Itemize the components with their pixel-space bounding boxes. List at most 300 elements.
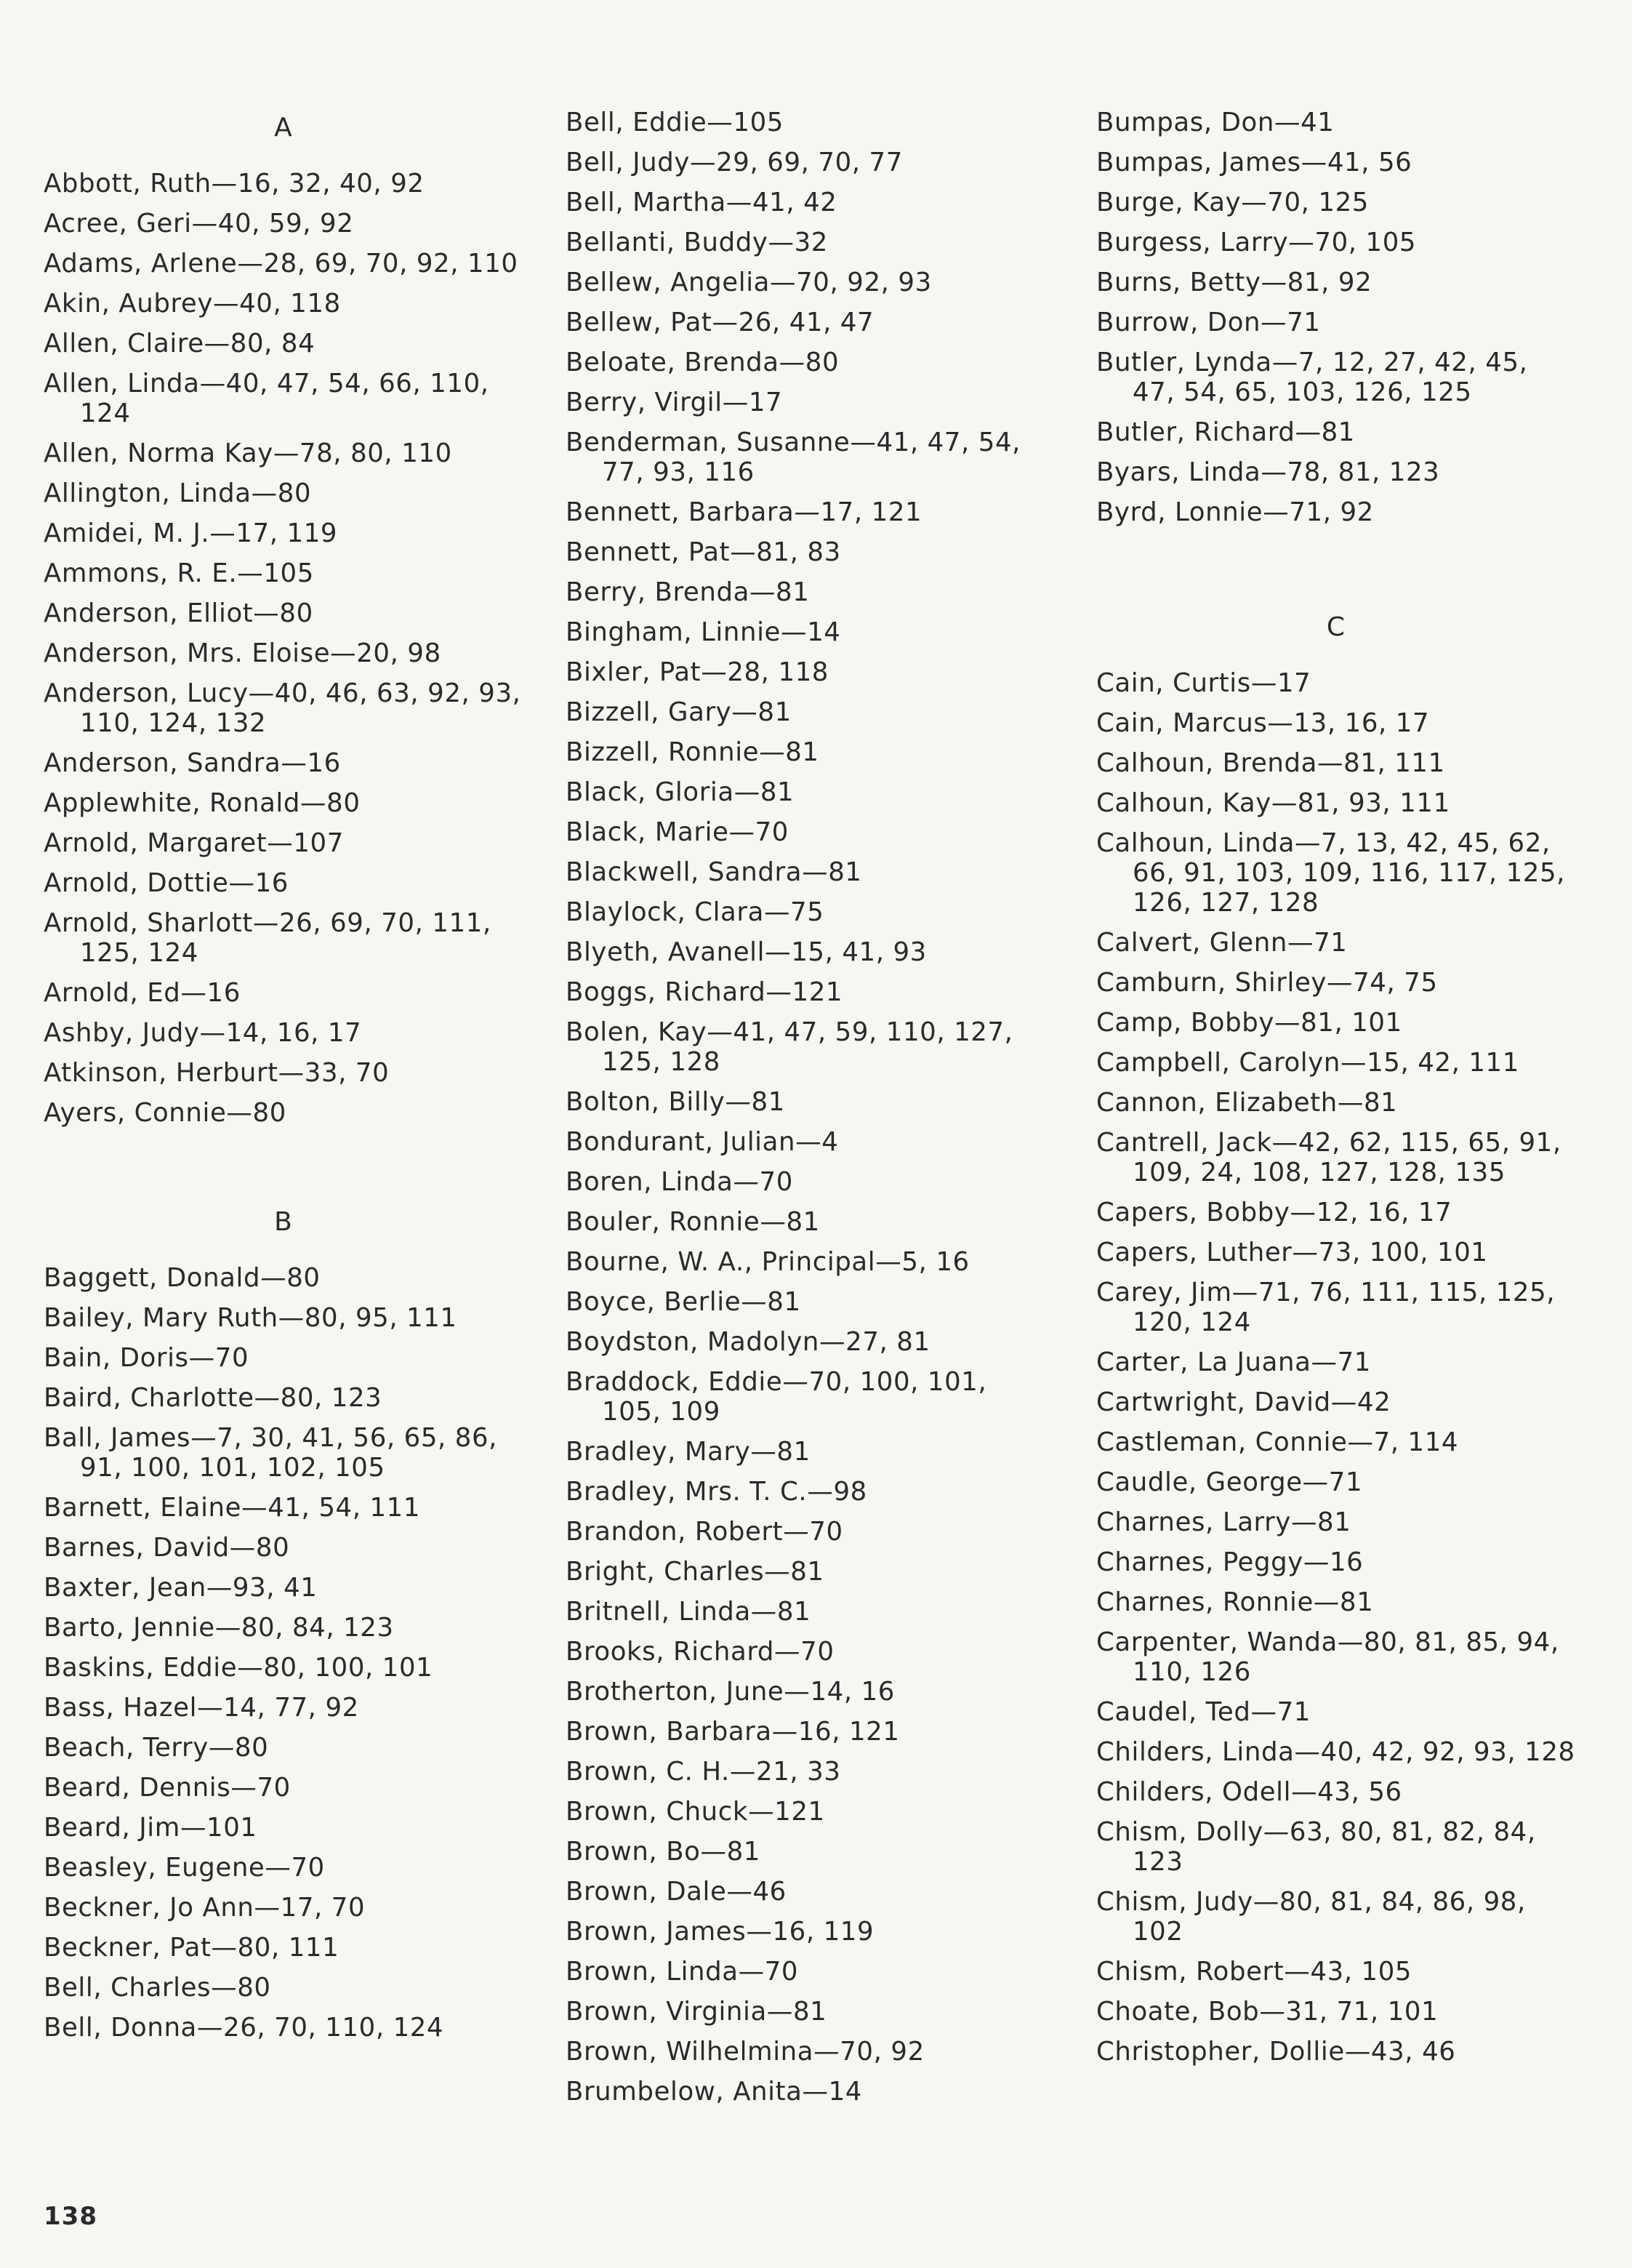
entry-pages: 81: [790, 1557, 824, 1587]
entry-pages: 70: [755, 817, 789, 847]
entry-pages: 71: [1287, 308, 1321, 337]
entry-pages: 71: [1328, 1467, 1363, 1497]
entry-pages: 16, 32, 40, 92: [237, 169, 425, 199]
index-entry: Christopher, Dollie—43, 46: [1096, 2037, 1456, 2067]
entry-name: Charnes, Ronnie: [1096, 1587, 1314, 1617]
index-entry: Burrow, Don—71: [1096, 308, 1321, 337]
index-entry: Chism, Dolly—63, 80, 81, 82, 84, 123: [1096, 1817, 1536, 1877]
entry-name: Bolton, Billy: [566, 1087, 725, 1117]
entry-name: Childers, Linda: [1096, 1737, 1295, 1767]
entry-pages: 81: [767, 1287, 801, 1317]
index-entry: Byars, Linda—78, 81, 123: [1096, 457, 1440, 487]
entry-pages: 81: [776, 1437, 811, 1467]
entry-pages: 74, 75: [1353, 968, 1438, 998]
entry-pages: 27, 81: [845, 1327, 930, 1357]
index-entry: Baggett, Donald—80: [44, 1263, 321, 1293]
entry-name: Braddock, Eddie: [566, 1367, 783, 1397]
index-entry: Bennett, Barbara—17, 121: [566, 497, 922, 527]
index-entry: Brown, James—16, 119: [566, 1917, 875, 1947]
entry-name: Black, Marie: [566, 817, 729, 847]
index-column-1: [44, 109, 523, 2053]
entry-name: Calvert, Glenn: [1096, 928, 1287, 958]
entry-name: Ammons, R. E.: [44, 558, 238, 588]
entry-name: Carter, La Juana: [1096, 1347, 1311, 1377]
index-entry: Carpenter, Wanda—80, 81, 85, 94, 110, 126: [1096, 1627, 1559, 1687]
index-entry: Anderson, Lucy—40, 46, 63, 92, 93, 110, 124, 132: [44, 678, 521, 738]
index-entry: Burgess, Larry—70, 105: [1096, 228, 1417, 257]
entry-pages: 81: [1321, 417, 1355, 447]
index-entry: Beard, Dennis—70: [44, 1773, 291, 1803]
index-entry: Baird, Charlotte—80, 123: [44, 1383, 382, 1413]
entry-name: Ayers, Connie: [44, 1098, 227, 1128]
index-entry: Bumpas, Don—41: [1096, 108, 1335, 137]
entry-pages: 80: [286, 1263, 321, 1293]
entry-name: Bain, Doris: [44, 1343, 189, 1373]
entry-name: Carpenter, Wanda: [1096, 1627, 1338, 1657]
entry-pages: 98: [833, 1477, 867, 1507]
entry-pages: 26, 41, 47: [738, 308, 875, 337]
entry-name: Bingham, Linnie: [566, 617, 781, 647]
entry-pages: 41, 47, 59, 110, 127, 125, 128: [602, 1017, 1013, 1077]
entry-pages: 105: [733, 108, 784, 137]
index-entry: Bright, Charles—81: [566, 1557, 824, 1587]
entry-name: Bixler, Pat: [566, 657, 702, 687]
index-entry: Bouler, Ronnie—81: [566, 1207, 820, 1237]
entry-pages: 71: [1337, 1347, 1371, 1377]
entry-pages: 80, 111: [237, 1933, 339, 1963]
index-entry: Ammons, R. E.—105: [44, 558, 314, 588]
index-entry: Campbell, Carolyn—15, 42, 111: [1096, 1048, 1519, 1078]
entry-name: Boren, Linda: [566, 1167, 733, 1197]
entry-pages: 80: [326, 788, 361, 818]
entry-pages: 80, 84: [230, 329, 315, 358]
index-entry: Brown, Bo—81: [566, 1837, 760, 1867]
entry-name: Bailey, Mary Ruth: [44, 1303, 278, 1333]
entry-name: Atkinson, Herburt: [44, 1058, 278, 1088]
entry-pages: 63, 80, 81, 82, 84, 123: [1133, 1817, 1536, 1877]
index-entry: Applewhite, Ronald—80: [44, 788, 361, 818]
entry-name: Beasley, Eugene: [44, 1853, 265, 1883]
entry-name: Cain, Marcus: [1096, 708, 1268, 738]
index-entry: Britnell, Linda—81: [566, 1597, 811, 1627]
index-entry: Boyce, Berlie—81: [566, 1287, 801, 1317]
entry-pages: 16, 121: [797, 1717, 900, 1747]
index-entry: Blyeth, Avanell—15, 41, 93: [566, 937, 927, 967]
index-entry: Adams, Arlene—28, 69, 70, 92, 110: [44, 249, 518, 279]
index-entry: Byrd, Lonnie—71, 92: [1096, 497, 1374, 527]
entry-pages: 40, 47, 54, 66, 110, 124: [80, 369, 489, 428]
index-entry: Brooks, Richard—70: [566, 1637, 835, 1667]
index-entry: Abbott, Ruth—16, 32, 40, 92: [44, 169, 425, 199]
entry-name: Arnold, Sharlott: [44, 908, 253, 938]
entry-name: Beckner, Jo Ann: [44, 1893, 254, 1923]
index-entry: Bass, Hazel—14, 77, 92: [44, 1693, 359, 1723]
entry-pages: 16, 119: [772, 1917, 875, 1947]
entry-name: Brown, James: [566, 1917, 747, 1947]
index-entry: Bradley, Mary—81: [566, 1437, 811, 1467]
entry-pages: 70: [291, 1853, 325, 1883]
entry-name: Calhoun, Linda: [1096, 828, 1295, 858]
entry-name: Brotherton, June: [566, 1677, 784, 1707]
index-entry: Cain, Curtis—17: [1096, 668, 1311, 698]
index-entry: Charnes, Ronnie—81: [1096, 1587, 1374, 1617]
index-entry: Chism, Judy—80, 81, 84, 86, 98, 102: [1096, 1887, 1526, 1947]
index-entry: Brown, Barbara—16, 121: [566, 1717, 900, 1747]
entry-pages: 70: [800, 1637, 835, 1667]
entry-name: Bouler, Ronnie: [566, 1207, 760, 1237]
index-column-3: [1096, 108, 1576, 2077]
index-entry: Bondurant, Julian—4: [566, 1127, 839, 1157]
entry-pages: 81: [757, 697, 792, 727]
entry-pages: 41, 42: [752, 188, 837, 217]
entry-name: Byars, Linda: [1096, 457, 1261, 487]
entry-pages: 107: [293, 828, 344, 858]
entry-name: Burgess, Larry: [1096, 228, 1289, 257]
entry-name: Blaylock, Clara: [566, 897, 764, 927]
entry-name: Calhoun, Kay: [1096, 788, 1271, 818]
entry-name: Beach, Terry: [44, 1733, 209, 1763]
index-entry: Arnold, Margaret—107: [44, 828, 344, 858]
entry-pages: 70, 92, 93: [796, 268, 932, 297]
entry-pages: 80: [237, 1973, 271, 2003]
entry-name: Bellanti, Buddy: [566, 228, 768, 257]
entry-name: Burns, Betty: [1096, 268, 1261, 297]
entry-name: Bizzell, Ronnie: [566, 737, 760, 767]
entry-name: Butler, Richard: [1096, 417, 1295, 447]
entry-pages: 43, 56: [1317, 1777, 1402, 1807]
entry-name: Brumbelow, Anita: [566, 2077, 803, 2107]
entry-pages: 14, 16: [810, 1677, 895, 1707]
index-entry: Berry, Virgil—17: [566, 388, 783, 417]
entry-pages: 81: [751, 1087, 785, 1117]
entry-pages: 80, 84, 123: [241, 1613, 394, 1643]
index-entry: Beckner, Jo Ann—17, 70: [44, 1893, 366, 1923]
index-entry: Brown, Virginia—81: [566, 1997, 827, 2027]
entry-pages: 80, 95, 111: [304, 1303, 457, 1333]
index-entry: Bell, Judy—29, 69, 70, 77: [566, 148, 903, 177]
index-entry: Camp, Bobby—81, 101: [1096, 1008, 1402, 1038]
entry-name: Acree, Geri: [44, 209, 192, 239]
index-entry: Castleman, Connie—7, 114: [1096, 1427, 1459, 1457]
entry-name: Charnes, Larry: [1096, 1507, 1291, 1537]
entry-pages: 41, 56: [1327, 148, 1412, 177]
entry-pages: 71, 76, 111, 115, 125, 120, 124: [1133, 1278, 1556, 1337]
entry-name: Blackwell, Sandra: [566, 857, 803, 887]
entry-pages: 42: [1356, 1387, 1391, 1417]
entry-name: Barnett, Elaine: [44, 1493, 242, 1523]
index-entry: Bizzell, Ronnie—81: [566, 737, 819, 767]
entry-pages: 81, 93, 111: [1297, 788, 1450, 818]
index-entry: Arnold, Ed—16: [44, 978, 241, 1008]
index-entry: Cartwright, David—42: [1096, 1387, 1391, 1417]
entry-name: Camburn, Shirley: [1096, 968, 1327, 998]
entry-name: Brown, Barbara: [566, 1717, 772, 1747]
entry-pages: 26, 70, 110, 124: [223, 2013, 444, 2043]
entry-pages: 81: [785, 737, 819, 767]
index-entry: Brown, Dale—46: [566, 1877, 787, 1907]
page-number: 138: [44, 2202, 97, 2231]
index-entry: Barto, Jennie—80, 84, 123: [44, 1613, 394, 1643]
index-entry: Capers, Luther—73, 100, 101: [1096, 1238, 1488, 1267]
index-entry: Blackwell, Sandra—81: [566, 857, 862, 887]
entry-pages: 16: [1330, 1547, 1364, 1577]
entry-pages: 80, 100, 101: [263, 1653, 433, 1683]
entry-pages: 80, 81, 84, 86, 98, 102: [1133, 1887, 1526, 1947]
entry-name: Bell, Charles: [44, 1973, 212, 2003]
entry-name: Capers, Luther: [1096, 1238, 1293, 1267]
section-a-entries: [44, 169, 523, 1128]
entry-name: Benderman, Susanne: [566, 428, 851, 457]
entry-name: Bumpas, Don: [1096, 108, 1274, 137]
entry-name: Blyeth, Avanell: [566, 937, 765, 967]
index-entry: Bell, Donna—26, 70, 110, 124: [44, 2013, 444, 2043]
index-entry: Blaylock, Clara—75: [566, 897, 824, 927]
entry-name: Abbott, Ruth: [44, 169, 212, 199]
index-entry: Bell, Charles—80: [44, 1973, 271, 2003]
index-entry: Barnes, David—80: [44, 1533, 290, 1563]
section-b-entries-part-1: [44, 1263, 523, 2043]
index-entry: Childers, Linda—40, 42, 92, 93, 128: [1096, 1737, 1575, 1767]
entry-name: Bell, Judy: [566, 148, 691, 177]
entry-pages: 80: [279, 598, 313, 628]
entry-name: Brown, Linda: [566, 1957, 739, 1987]
entry-pages: 81: [1363, 1088, 1398, 1118]
entry-pages: 80: [252, 1098, 286, 1128]
index-entry: Bennett, Pat—81, 83: [566, 537, 841, 567]
index-entry: Beard, Jim—101: [44, 1813, 257, 1843]
entry-pages: 80: [805, 348, 840, 377]
index-entry: Carey, Jim—71, 76, 111, 115, 125, 120, 124: [1096, 1278, 1556, 1337]
index-entry: Brotherton, June—14, 16: [566, 1677, 895, 1707]
entry-name: Camp, Bobby: [1096, 1008, 1274, 1038]
index-entry: Berry, Brenda—81: [566, 577, 810, 607]
entry-pages: 71, 92: [1289, 497, 1374, 527]
entry-name: Brown, Chuck: [566, 1797, 749, 1827]
entry-pages: 28, 118: [727, 657, 829, 687]
entry-pages: 43, 46: [1370, 2037, 1456, 2067]
entry-name: Arnold, Margaret: [44, 828, 268, 858]
index-entry: Butler, Richard—81: [1096, 417, 1355, 447]
section-b-entries-part-3: [1096, 108, 1576, 527]
section-c-entries: [1096, 668, 1576, 2067]
entry-name: Baxter, Jean: [44, 1573, 206, 1603]
entry-pages: 40, 46, 63, 92, 93, 110, 124, 132: [80, 678, 521, 738]
entry-name: Bright, Charles: [566, 1557, 765, 1587]
index-entry: Barnett, Elaine—41, 54, 111: [44, 1493, 421, 1523]
entry-pages: 71: [1314, 928, 1348, 958]
entry-pages: 81: [828, 857, 862, 887]
index-entry: Braddock, Eddie—70, 100, 101, 105, 109: [566, 1367, 987, 1427]
entry-pages: 70: [257, 1773, 291, 1803]
entry-pages: 28, 69, 70, 92, 110: [263, 249, 518, 279]
entry-pages: 16: [206, 978, 241, 1008]
entry-pages: 121: [792, 977, 843, 1007]
index-entry: Akin, Aubrey—40, 118: [44, 289, 341, 318]
entry-name: Arnold, Dottie: [44, 868, 229, 898]
entry-name: Capers, Bobby: [1096, 1198, 1290, 1227]
entry-pages: 70, 92: [840, 2037, 925, 2067]
entry-name: Bizzell, Gary: [566, 697, 732, 727]
entry-pages: 14, 16, 17: [225, 1018, 362, 1048]
index-entry: Calhoun, Brenda—81, 111: [1096, 748, 1445, 778]
index-entry: Capers, Bobby—12, 16, 17: [1096, 1198, 1452, 1227]
entry-pages: 81: [1317, 1507, 1351, 1537]
entry-pages: 80, 81, 85, 94, 110, 126: [1133, 1627, 1559, 1687]
entry-pages: 5, 16: [901, 1247, 970, 1277]
index-entry: Brumbelow, Anita—14: [566, 2077, 862, 2107]
entry-name: Boydston, Madolyn: [566, 1327, 820, 1357]
entry-name: Campbell, Carolyn: [1096, 1048, 1340, 1078]
entry-pages: 32: [794, 228, 828, 257]
index-entry: Brown, Linda—70: [566, 1957, 799, 1987]
entry-name: Cantrell, Jack: [1096, 1128, 1272, 1158]
entry-name: Bass, Hazel: [44, 1693, 198, 1723]
entry-pages: 17: [748, 388, 783, 417]
entry-name: Cartwright, David: [1096, 1387, 1331, 1417]
index-entry: Chism, Robert—43, 105: [1096, 1957, 1412, 1987]
entry-pages: 80: [255, 1533, 290, 1563]
index-entry: Atkinson, Herburt—33, 70: [44, 1058, 390, 1088]
entry-pages: 13, 16, 17: [1293, 708, 1430, 738]
entry-name: Beard, Dennis: [44, 1773, 231, 1803]
entry-pages: 71: [1277, 1697, 1311, 1727]
index-entry: Allen, Claire—80, 84: [44, 329, 315, 358]
index-entry: Butler, Lynda—7, 12, 27, 42, 45, 47, 54, 65, 103, 126, 125: [1096, 348, 1528, 407]
index-entry: Benderman, Susanne—41, 47, 54, 77, 93, 116: [566, 428, 1021, 487]
entry-name: Bellew, Pat: [566, 308, 712, 337]
entry-pages: 7, 12, 27, 42, 45, 47, 54, 65, 103, 126, 125: [1133, 348, 1528, 407]
entry-pages: 81: [786, 1207, 820, 1237]
entry-name: Bolen, Kay: [566, 1017, 707, 1047]
entry-pages: 17, 121: [820, 497, 922, 527]
index-entry: Bradley, Mrs. T. C.—98: [566, 1477, 867, 1507]
entry-name: Caudel, Ted: [1096, 1697, 1251, 1727]
entry-name: Boyce, Berlie: [566, 1287, 741, 1317]
index-entry: Bizzell, Gary—81: [566, 697, 792, 727]
entry-name: Bradley, Mrs. T. C.: [566, 1477, 808, 1507]
index-entry: Bellew, Pat—26, 41, 47: [566, 308, 875, 337]
entry-name: Bumpas, James: [1096, 148, 1301, 177]
index-entry: Brandon, Robert—70: [566, 1517, 843, 1547]
entry-pages: 21, 33: [756, 1757, 841, 1787]
entry-pages: 81, 101: [1301, 1008, 1402, 1038]
entry-pages: 40, 42, 92, 93, 128: [1320, 1737, 1575, 1767]
entry-pages: 80, 123: [280, 1383, 382, 1413]
entry-pages: 78, 80, 110: [299, 438, 452, 468]
entry-pages: 81: [726, 1837, 760, 1867]
entry-name: Bellew, Angelia: [566, 268, 771, 297]
entry-name: Byrd, Lonnie: [1096, 497, 1263, 527]
entry-name: Boggs, Richard: [566, 977, 766, 1007]
entry-pages: 81: [1340, 1587, 1374, 1617]
entry-name: Brown, Wilhelmina: [566, 2037, 814, 2067]
index-entry: Cantrell, Jack—42, 62, 115, 65, 91, 109, 24, 108, 127, 128, 135: [1096, 1128, 1561, 1187]
index-entry: Caudel, Ted—71: [1096, 1697, 1311, 1727]
entry-name: Bradley, Mary: [566, 1437, 751, 1467]
index-entry: Ashby, Judy—14, 16, 17: [44, 1018, 362, 1048]
index-entry: Bellanti, Buddy—32: [566, 228, 828, 257]
entry-name: Christopher, Dollie: [1096, 2037, 1345, 2067]
index-column-2: [566, 108, 1045, 2117]
index-entry: Anderson, Sandra—16: [44, 748, 341, 778]
entry-name: Bennett, Pat: [566, 537, 731, 567]
index-entry: Beasley, Eugene—70: [44, 1853, 325, 1883]
index-entry: Calhoun, Linda—7, 13, 42, 45, 62, 66, 91, 103, 109, 116, 117, 125, 126, 127, 128: [1096, 828, 1566, 918]
entry-name: Anderson, Mrs. Eloise: [44, 638, 331, 668]
entry-name: Beloate, Brenda: [566, 348, 779, 377]
entry-name: Chism, Judy: [1096, 1887, 1253, 1917]
entry-name: Adams, Arlene: [44, 249, 238, 279]
index-entry: Bell, Martha—41, 42: [566, 188, 837, 217]
entry-name: Beard, Jim: [44, 1813, 180, 1843]
index-entry: Beloate, Brenda—80: [566, 348, 840, 377]
entry-name: Allen, Norma Kay: [44, 438, 273, 468]
entry-pages: 33, 70: [304, 1058, 390, 1088]
entry-name: Allen, Claire: [44, 329, 204, 358]
index-entry: Amidei, M. J.—17, 119: [44, 518, 338, 548]
entry-pages: 41, 54, 111: [268, 1493, 421, 1523]
entry-name: Bondurant, Julian: [566, 1127, 796, 1157]
entry-pages: 41: [1301, 108, 1335, 137]
entry-name: Chism, Dolly: [1096, 1817, 1263, 1847]
entry-pages: 31, 71, 101: [1285, 1997, 1439, 2027]
index-entry: Bolen, Kay—41, 47, 59, 110, 127, 125, 128: [566, 1017, 1013, 1077]
entry-pages: 7, 13, 42, 45, 62, 66, 91, 103, 109, 116, 117, 125, 126, 127, 128: [1133, 828, 1566, 918]
entry-name: Anderson, Elliot: [44, 598, 254, 628]
index-entry: Allen, Norma Kay—78, 80, 110: [44, 438, 452, 468]
entry-name: Cain, Curtis: [1096, 668, 1251, 698]
entry-name: Brown, Dale: [566, 1877, 727, 1907]
index-entry: Bell, Eddie—105: [566, 108, 784, 137]
index-entry: Allen, Linda—40, 47, 54, 66, 110, 124: [44, 369, 489, 428]
index-entry: Bailey, Mary Ruth—80, 95, 111: [44, 1303, 457, 1333]
index-entry: Camburn, Shirley—74, 75: [1096, 968, 1438, 998]
entry-pages: 7, 114: [1373, 1427, 1459, 1457]
entry-name: Black, Gloria: [566, 777, 734, 807]
index-entry: Boydston, Madolyn—27, 81: [566, 1327, 930, 1357]
index-entry: Choate, Bob—31, 71, 101: [1096, 1997, 1439, 2027]
index-entry: Carter, La Juana—71: [1096, 1347, 1371, 1377]
index-entry: Baskins, Eddie—80, 100, 101: [44, 1653, 433, 1683]
index-entry: Anderson, Mrs. Eloise—20, 98: [44, 638, 441, 668]
entry-name: Beckner, Pat: [44, 1933, 212, 1963]
entry-name: Butler, Lynda: [1096, 348, 1272, 377]
entry-name: Bennett, Barbara: [566, 497, 795, 527]
entry-name: Castleman, Connie: [1096, 1427, 1348, 1457]
index-entry: Boggs, Richard—121: [566, 977, 843, 1007]
entry-pages: 80: [234, 1733, 269, 1763]
entry-pages: 105: [263, 558, 314, 588]
entry-pages: 14: [807, 617, 841, 647]
entry-pages: 78, 81, 123: [1287, 457, 1440, 487]
entry-pages: 17: [1277, 668, 1311, 698]
entry-pages: 101: [206, 1813, 257, 1843]
index-entry: Bolton, Billy—81: [566, 1087, 785, 1117]
index-entry: Bellew, Angelia—70, 92, 93: [566, 268, 932, 297]
index-entry: Charnes, Larry—81: [1096, 1507, 1351, 1537]
entry-name: Arnold, Ed: [44, 978, 181, 1008]
entry-pages: 46: [752, 1877, 787, 1907]
entry-name: Chism, Robert: [1096, 1957, 1285, 1987]
index-entry: Cannon, Elizabeth—81: [1096, 1088, 1398, 1118]
entry-name: Burge, Kay: [1096, 188, 1242, 217]
entry-pages: 70: [809, 1517, 843, 1547]
entry-pages: 121: [774, 1797, 825, 1827]
entry-pages: 81, 92: [1287, 268, 1372, 297]
index-entry: Bumpas, James—41, 56: [1096, 148, 1412, 177]
index-entry: Boren, Linda—70: [566, 1167, 793, 1197]
entry-pages: 12, 16, 17: [1316, 1198, 1452, 1227]
